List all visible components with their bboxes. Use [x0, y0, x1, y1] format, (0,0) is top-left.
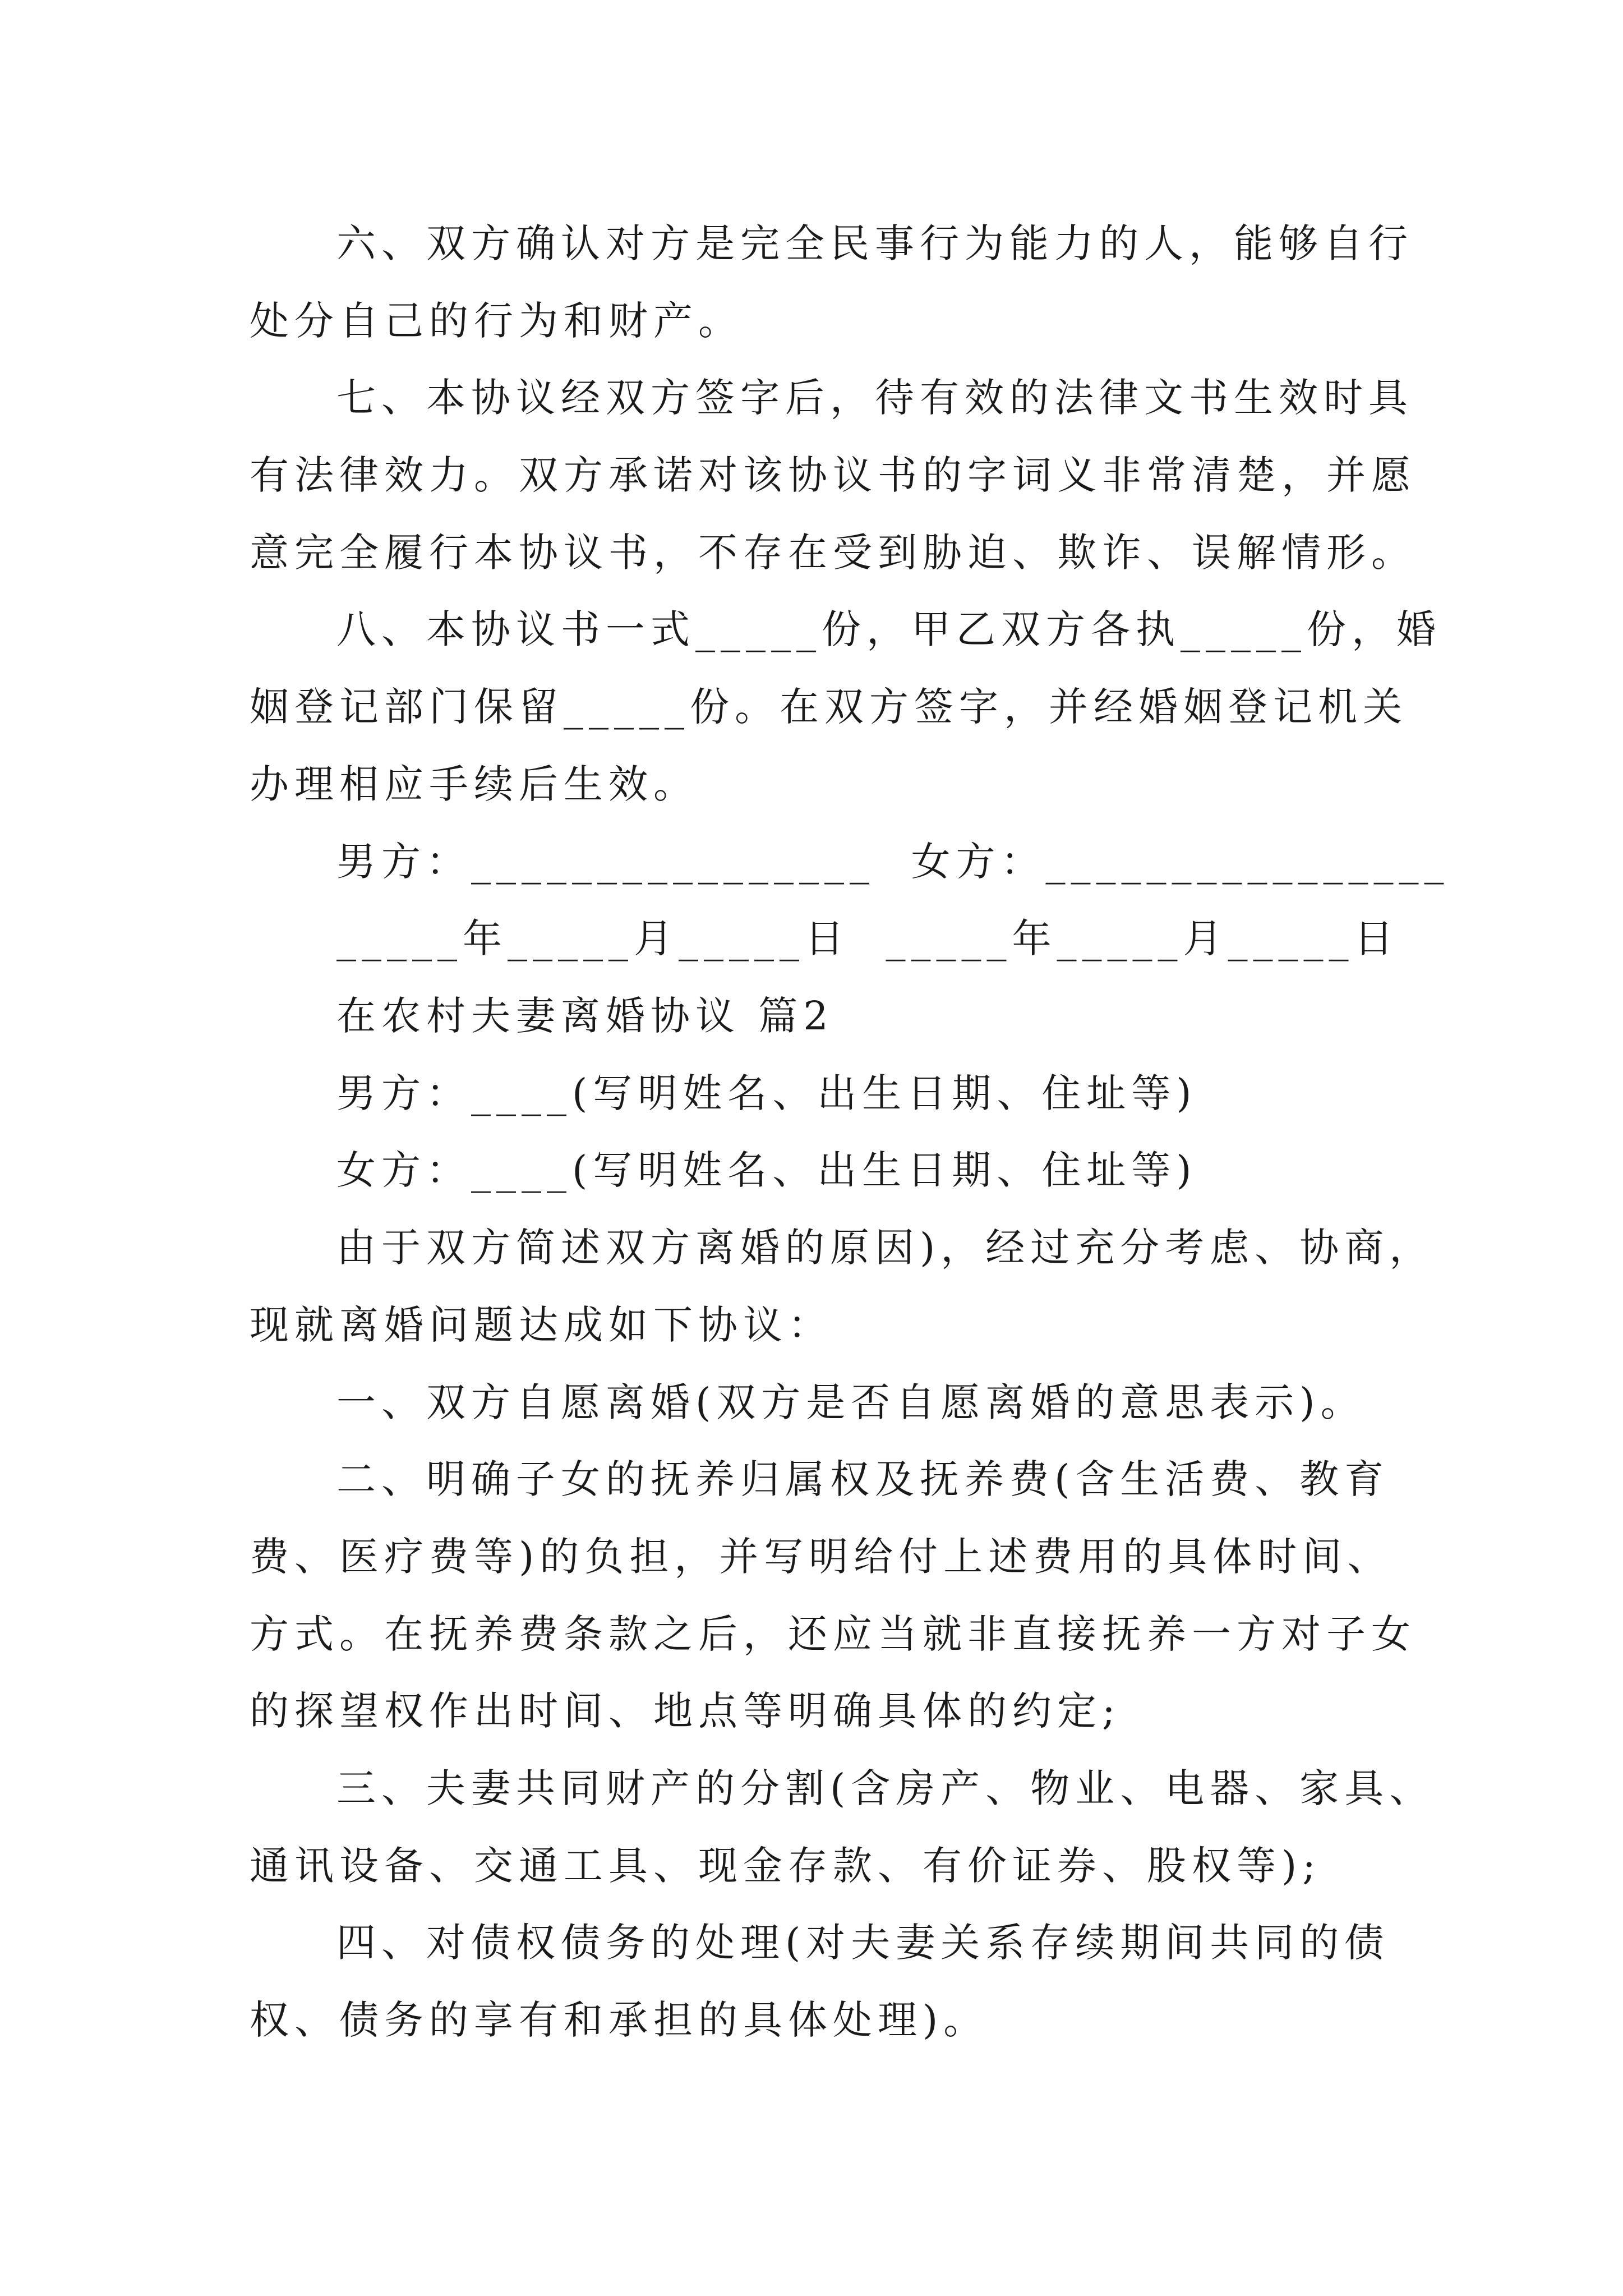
- paragraph-line: 七、本协议经双方签字后，待有效的法律文书生效时具: [336, 375, 1413, 421]
- party-line: 女方：____(写明姓名、出生日期、住址等): [336, 1147, 1197, 1193]
- paragraph-line: 一、双方自愿离婚(双方是否自愿离婚的意思表示)。: [336, 1379, 1366, 1425]
- paragraph-line: 八、本协议书一式_____份，甲乙双方各执_____份，婚: [336, 606, 1441, 652]
- paragraph-line: 由于双方简述双方离婚的原因)，经过充分考虑、协商，: [336, 1225, 1435, 1271]
- paragraph-line: 方式。在抚养费条款之后，还应当就非直接抚养一方对子女: [250, 1611, 1416, 1657]
- paragraph-line: 的探望权作出时间、地点等明确具体的约定;: [250, 1688, 1121, 1734]
- party-line: 男方：____(写明姓名、出生日期、住址等): [336, 1070, 1197, 1116]
- paragraph-line: 姻登记部门保留_____份。在双方签字，并经婚姻登记机关: [250, 684, 1408, 730]
- section-heading: 在农村夫妻离婚协议 篇2: [336, 993, 834, 1039]
- signature-line: 男方：________________ 女方：________________: [336, 839, 1450, 885]
- paragraph-line: 通讯设备、交通工具、现金存款、有价证券、股权等);: [250, 1843, 1321, 1889]
- paragraph-line: 三、夫妻共同财产的分割(含房产、物业、电器、家具、: [336, 1765, 1435, 1811]
- paragraph-line: 六、双方确认对方是完全民事行为能力的人，能够自行: [336, 220, 1413, 266]
- paragraph-line: 处分自己的行为和财产。: [250, 298, 743, 344]
- paragraph-line: 办理相应手续后生效。: [250, 761, 698, 807]
- paragraph-line: 权、债务的享有和承担的具体处理)。: [250, 1997, 989, 2043]
- paragraph-line: 四、对债权债务的处理(对夫妻关系存续期间共同的债: [336, 1920, 1390, 1966]
- paragraph-line: 费、医疗费等)的负担，并写明给付上述费用的具体时间、: [250, 1534, 1393, 1580]
- paragraph-line: 意完全履行本协议书，不存在受到胁迫、欺诈、误解情形。: [250, 530, 1416, 576]
- paragraph-line: 二、明确子女的抚养归属权及抚养费(含生活费、教育: [336, 1456, 1390, 1502]
- date-line: _____年_____月_____日 _____年_____月_____日: [336, 915, 1399, 961]
- paragraph-line: 现就离婚问题达成如下协议：: [250, 1302, 833, 1348]
- paragraph-line: 有法律效力。双方承诺对该协议书的字词义非常清楚，并愿: [250, 452, 1416, 498]
